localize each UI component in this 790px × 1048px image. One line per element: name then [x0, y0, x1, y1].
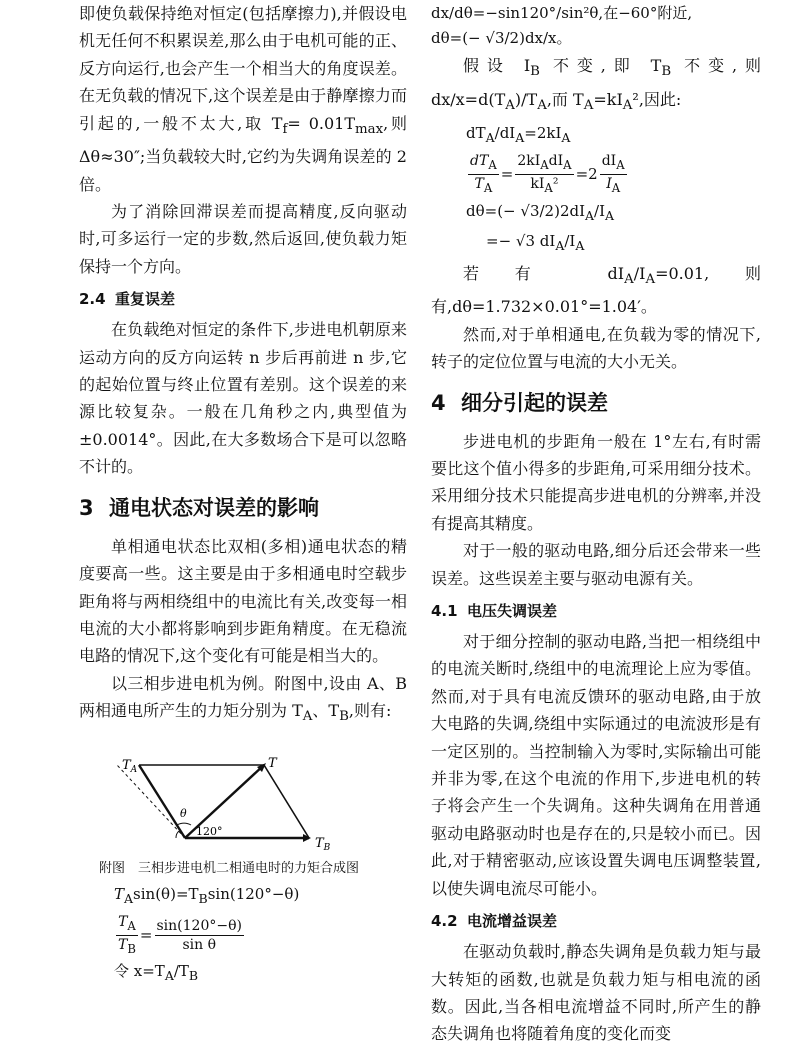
figure-caption: 附图 三相步进电机二相通电时的力矩合成图 — [99, 860, 360, 876]
heading-number: 4 — [431, 390, 446, 415]
equation-define-x — [114, 960, 407, 987]
paragraph-single-phase-zero-load: 然而,对于单相通电,在负载为零的情况下,转子的定位位置与电流的大小无关。 — [431, 324, 761, 372]
equation-dtheta-3: =− √3 $dI_A/I_A$ — [486, 231, 585, 253]
dashed-reference — [117, 765, 185, 838]
text: /T — [173, 962, 189, 981]
label-theta: θ — [180, 806, 187, 820]
heading-title: 细分引起的误差 — [461, 390, 608, 415]
parallelogram-right — [264, 765, 309, 838]
text: T — [114, 884, 125, 903]
text: sin(120°−θ) — [207, 884, 300, 903]
fraction-dta-ta — [468, 152, 499, 197]
paragraph-microstep: 步进电机的步距角一般在 1°左右,有时需要比这个值小得多的步距角,可采用细分技术。采用细分技术只能提高步进电机的分辨率,并没有提高其精度。 — [431, 431, 761, 533]
paragraph-hysteresis: 为了消除回滞误差而提高精度,反向驱动时,可多运行一定的步数,然后返回,使负载力矩保持一个方向。 — [79, 202, 407, 276]
heading-number: 2.4 — [79, 290, 106, 309]
equation-dtheta: dθ=(− √3/2)dx/x。 — [431, 29, 572, 47]
equals-sign: = — [139, 926, 153, 945]
denominator: $T_B$ — [118, 936, 136, 956]
fraction-middle — [515, 152, 573, 197]
fraction-ta-tb — [116, 913, 138, 958]
text: 即使负载保持绝对恒定(包括摩擦力),并假设电机无任何不积累误差,那么由于电机可能的正、反方向运行,也会产生一个相当大的角度误差。在无负载的情况下,这个误差是由于静摩擦力而引起的,一般不太大,取 T — [79, 4, 407, 133]
heading-4 — [431, 388, 761, 418]
heading-3 — [79, 493, 407, 523]
equation-fraction-chain — [431, 152, 761, 197]
denominator: $I_A$ — [606, 175, 621, 195]
label-tb: $T_B$ — [315, 835, 331, 853]
paragraph-friction — [79, 0, 407, 198]
equation-dta-dia: $dT_A/dI_A=2kI_A$ — [466, 124, 571, 146]
heading-number: 4.2 — [431, 912, 458, 931]
heading-title: 电流增益误差 — [467, 912, 558, 931]
paragraph-assume-ib: 假设 $I_B$ 不变,即 $T_B$ 不变,则 $dx/x=d(T_A)/T_A$,而 $T_A=kI_A^2$,因此: — [431, 56, 761, 113]
text: 令 x=T — [114, 962, 165, 981]
equals-sign: = — [575, 165, 589, 184]
text: ,则 Δθ≈30″;当负载较大时,它约为失调角误差的 2 倍。 — [79, 113, 407, 194]
numerator: $2kI_AdI_A$ — [515, 152, 573, 175]
text: = 0.01T — [287, 113, 355, 133]
equation-torque-balance — [114, 883, 407, 910]
subscript: B — [339, 709, 349, 725]
heading-number: 3 — [79, 495, 94, 520]
subscript: f — [282, 121, 288, 137]
text: 以三相步进电机为例。附图中,设由 A、B 两相通电所产生的力矩分别为 T — [79, 673, 407, 721]
left-column — [79, 0, 407, 990]
heading-2-4 — [79, 288, 407, 310]
subscript: A — [302, 709, 313, 725]
paragraph-repeat-error: 在负载绝对恒定的条件下,步进电机朝原来运动方向的反方向运转 n 步后再前进 n 步,它的起始位置与终止位置有差别。这个误差的来源比较复杂。一般在几角秒之内,典型值为±0.0014°。因此,在大多数场合下是可以忽略不计的。 — [79, 320, 407, 477]
heading-4-1 — [431, 600, 761, 622]
label-ta: $T_A$ — [122, 757, 138, 775]
subscript: A — [164, 968, 174, 984]
equation-dtheta-2: $d\theta=(- √3/2)2dI_A/I_A$ — [466, 201, 615, 223]
equation-dx-dtheta: dx/dθ=−sin120°/sin²θ,在−60°附近, — [431, 4, 693, 22]
fraction-sin — [155, 917, 244, 954]
paragraph-current-gain: 在驱动负载时,静态失调角是负载力矩与最大转矩的函数,也就是负载力矩与相电流的函数。因此,当各相电流增益不同时,所产生的静态失调角也将随着角度的变化而变 — [431, 942, 761, 1044]
denominator: sin θ — [182, 936, 217, 953]
numerator: $dT_A$ — [468, 152, 499, 175]
numerator: sin(120°−θ) — [156, 917, 242, 934]
fraction-dia-ia — [600, 152, 627, 197]
numerator: $T_A$ — [116, 913, 138, 936]
text: sin(θ)=T — [133, 884, 199, 903]
paragraph-voltage-offset: 对于细分控制的驱动电路,当把一相绕组中的电流关断时,绕组中的电流理论上应为零值。然而,对于具有电流反馈环的驱动电路,由于放大电路的失调,绕组中实际通过的电流波形是有一定区别的。当控制输入为零时,实际输出可能并非为零,在这个电流的作用下,步进电机的转子将会产生一个失调角。这种失调角在用普通驱动电路驱动时也是存在的,只是较小而已。因此,对于精密驱动,应该设置失调电压调整装置,以使失调电流尽可能小。 — [431, 632, 761, 898]
equals-sign: = — [500, 165, 514, 184]
heading-title: 通电状态对误差的影响 — [109, 495, 319, 520]
denominator: $kI_A^2$ — [530, 175, 559, 195]
label-t: T — [268, 755, 277, 771]
angle-arc — [176, 831, 179, 838]
subscript: B — [198, 890, 208, 906]
paragraph-example-value: 若有 $dI_A/I_A=0.01$,则有,dθ=1.732×0.01°=1.04′。 — [431, 263, 762, 317]
torque-diagram-svg — [79, 745, 407, 855]
ta-vector — [139, 765, 185, 838]
denominator: $T_A$ — [474, 175, 493, 195]
paragraph-three-phase-example — [79, 670, 407, 731]
subscript: max — [355, 121, 384, 137]
heading-4-2 — [431, 910, 761, 932]
coefficient: 2 — [588, 165, 598, 184]
subscript: A — [124, 890, 134, 906]
text: 、T — [312, 701, 340, 721]
paragraph-drive-circuit: 对于一般的驱动电路,细分后还会带来一些误差。这些误差主要与驱动电源有关。 — [431, 541, 761, 588]
equation-ratio — [114, 913, 407, 958]
numerator: $dI_A$ — [600, 152, 627, 175]
subscript: B — [188, 968, 199, 984]
heading-number: 4.1 — [431, 602, 458, 621]
label-120: 120° — [196, 824, 223, 838]
heading-title: 重复误差 — [115, 290, 176, 309]
right-column — [431, 0, 761, 1048]
heading-title: 电压失调误差 — [467, 602, 558, 621]
theta-arc — [177, 823, 191, 825]
text: ,则有: — [348, 701, 392, 721]
torque-diagram — [79, 745, 407, 855]
paragraph-single-phase: 单相通电状态比双相(多相)通电状态的精度要高一些。这主要是由于多相通电时空载步距角将与两相绕组中的电流比有关,改变每一相电流的大小都将影响到步距角精度。在无稳流电路的情况下,这个变化有可能是相当大的。 — [79, 536, 407, 666]
